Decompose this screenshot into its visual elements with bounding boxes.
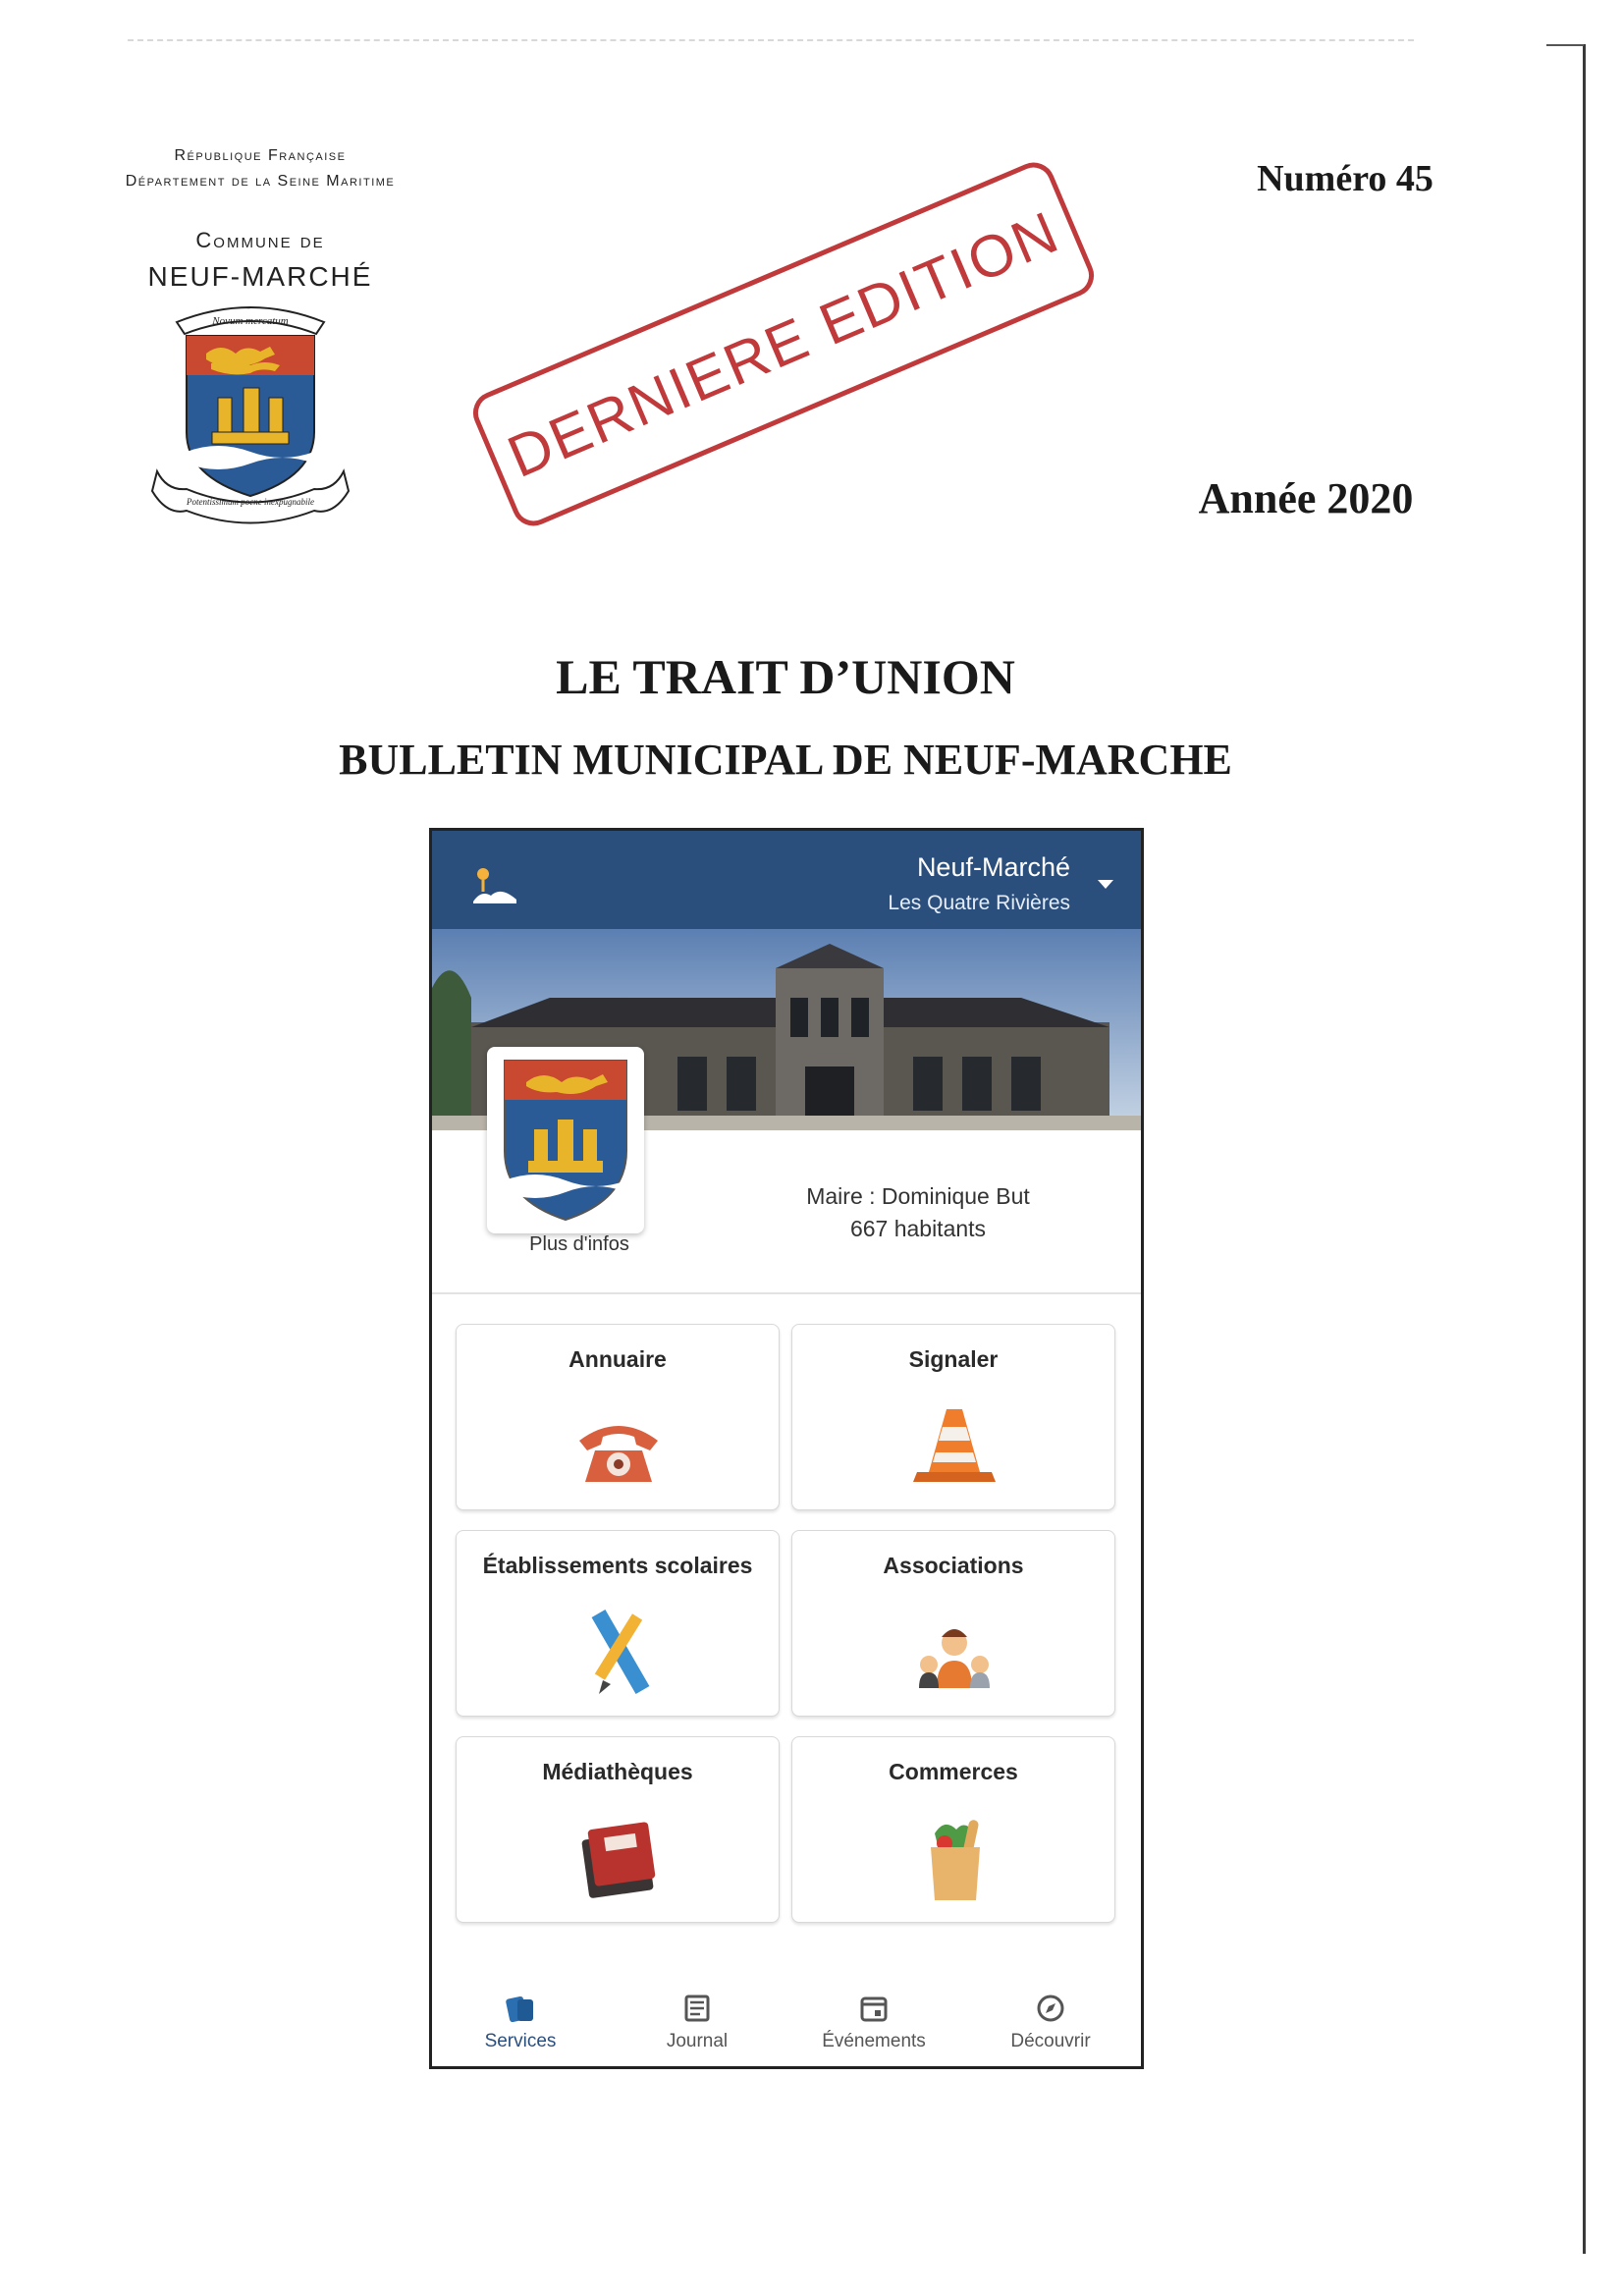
books-icon	[569, 1814, 668, 1902]
commune-label: Commune de	[195, 228, 325, 252]
coat-of-arms-icon	[497, 1053, 634, 1228]
more-info-link[interactable]: Plus d'infos	[529, 1233, 629, 1255]
divider	[432, 1292, 1141, 1294]
tile-commerces[interactable]	[791, 1736, 1115, 1923]
pencil-ruler-icon	[569, 1608, 668, 1696]
scan-artifact-top	[128, 39, 1414, 41]
population-count: 667 habitants	[849, 1216, 987, 1241]
bulletin-subtitle: BULLETIN MUNICIPAL DE NEUF-MARCHE	[339, 736, 1232, 784]
coat-of-arms-logo	[147, 295, 353, 530]
tab-label: Services	[484, 2031, 557, 2051]
tab-evenements[interactable]	[785, 1980, 962, 2068]
tab-label: Découvrir	[1010, 2031, 1091, 2051]
tile-label: Médiathèques	[542, 1759, 693, 1784]
newspaper-icon	[680, 1992, 714, 2025]
scan-artifact-right-edge	[1583, 44, 1586, 2254]
commune-name: NEUF-MARCHÉ	[147, 261, 373, 292]
grocery-bag-icon	[905, 1814, 1003, 1902]
tile-mediatheques[interactable]	[456, 1736, 780, 1923]
tab-journal[interactable]	[609, 1980, 785, 2068]
tile-label: Commerces	[889, 1759, 1018, 1784]
services-icon	[504, 1992, 537, 2025]
chevron-down-icon[interactable]	[1098, 880, 1113, 889]
departement-line: Département de la Seine Maritime	[125, 173, 396, 190]
derniere-edition-stamp	[466, 156, 1101, 533]
mayor-name: Maire : Dominique But	[806, 1183, 1030, 1209]
tab-decouvrir[interactable]	[962, 1980, 1139, 2068]
compass-icon	[1034, 1992, 1067, 2025]
tab-label: Journal	[666, 2031, 729, 2051]
tile-signaler[interactable]	[791, 1324, 1115, 1510]
bulletin-title: LE TRAIT D’UNION	[556, 649, 1015, 704]
stamp-text: DERNIERE EDITION	[498, 198, 1069, 490]
tile-label: Établissements scolaires	[482, 1553, 753, 1578]
tile-annuaire[interactable]	[456, 1324, 780, 1510]
tile-label: Associations	[883, 1553, 1024, 1578]
region-name: Les Quatre Rivières	[888, 892, 1070, 914]
tab-services[interactable]	[432, 1980, 609, 2068]
scan-artifact-corner	[1546, 44, 1584, 46]
mayor-info	[756, 1180, 1080, 1245]
crest-motto-top: Novum mercatum	[212, 315, 289, 327]
tile-associations[interactable]	[791, 1530, 1115, 1717]
tab-label: Événements	[822, 2031, 926, 2051]
republique-line: République Française	[174, 147, 347, 164]
issue-number: Numéro 45	[1257, 158, 1434, 199]
telephone-icon	[569, 1401, 668, 1490]
bottom-tab-bar	[432, 1980, 1141, 2068]
republic-header	[69, 143, 452, 194]
traffic-cone-icon	[905, 1401, 1003, 1490]
app-logo-icon	[469, 862, 520, 905]
tile-label: Signaler	[908, 1346, 999, 1372]
tile-etablissements-scolaires[interactable]	[456, 1530, 780, 1717]
tile-label: Annuaire	[568, 1346, 667, 1372]
calendar-icon	[857, 1992, 891, 2025]
app-screenshot	[429, 828, 1144, 2069]
crest-motto-bottom: Potentissimum pocne inexpugnabile	[187, 497, 314, 507]
issue-year: Année 2020	[1198, 474, 1414, 522]
people-icon	[905, 1608, 1003, 1696]
town-name[interactable]: Neuf-Marché	[916, 852, 1070, 882]
